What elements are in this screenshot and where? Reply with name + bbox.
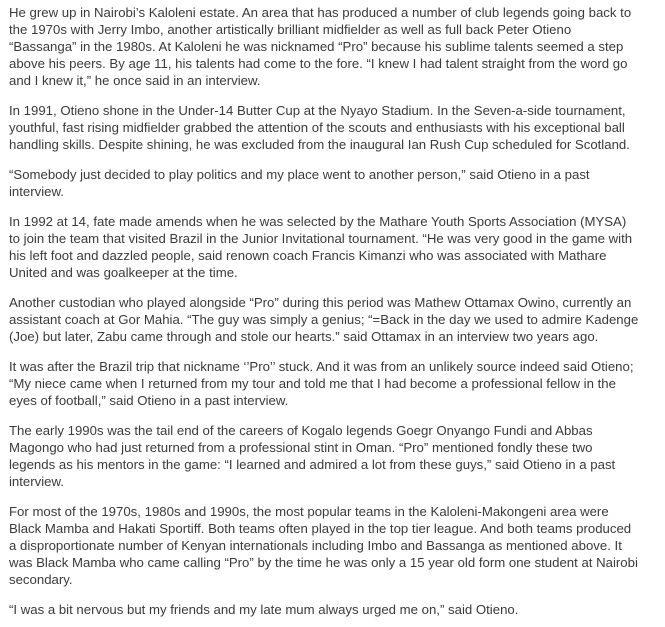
paragraph-kogalo-legends: The early 1990s was the tail end of the careers of Kogalo legends Goegr Onyango Fundi and Abbas Magongo who had just returned from a professional stint in Oman. “Pro” mentioned fondly these two legends as his mentors in the game: “I learned and admired a lot from these guys,” said Otieno in a past interview.: [9, 423, 616, 489]
article-body: [9, 4, 639, 618]
paragraph-butter-cup: In 1991, Otieno shone in the Under-14 Butter Cup at the Nyayo Stadium. In the Seven-a-side tournament, youthful, fast rising midfielder grabbed the attention of the scouts and enthusiasts with his exceptional ball handling skills. Despite shining, he was excluded from the inaugural Ian Rush Cup scheduled for Scotland.: [9, 103, 630, 152]
paragraph-ottamax: Another custodian who played alongside “Pro” during this period was Mathew Ottamax Owino, currently an assistant coach at Gor Mahia. “The guy was simply a genius; “=Back in the day we used to admire Kadenge (Joe) but later, Zabu came through and stole our hearts.” said Ottamax in an interview two years ago.: [9, 295, 639, 344]
paragraph-mysa-brazil: In 1992 at 14, fate made amends when he was selected by the Mathare Youth Sports Association (MYSA) to join the team that visited Brazil in the Junior Invitational tournament. “He was very good in the game with his left foot and dazzled people, said renown coach Francis Kimanzi who was associated with Mathare United and was goalkeeper at the time.: [9, 214, 633, 280]
paragraph-nickname-pro: It was after the Brazil trip that nickname ‘’Pro’’ stuck. And it was from an unlikely source indeed said Otieno; “My niece came when I returned from my tour and told me that I had become a professional fellow in the eyes of football,” said Otieno in a past interview.: [9, 359, 634, 408]
paragraph-politics-quote: “Somebody just decided to play politics and my place went to another person,” said Otieno in a past interview.: [9, 167, 590, 199]
paragraph-closing-quote: “I was a bit nervous but my friends and my late mum always urged me on,” said Otieno.: [9, 602, 519, 617]
paragraph-black-mamba: For most of the 1970s, 1980s and 1990s, the most popular teams in the Kaloleni-Makongeni area were Black Mamba and Hakati Sportiff. Both teams often played in the top tier league. And both teams produced a disproportionate number of Kenyan internationals including Imbo and Bassanga as mentioned above. It was Black Mamba who came calling “Pro” by the time he was only a 15 year old form one student at Nairobi secondary.: [9, 504, 638, 587]
paragraph-early-life: He grew up in Nairobi’s Kaloleni estate. An area that has produced a number of club legends going back to the 1970s with Jerry Imbo, another artistically brilliant midfielder as well as full back Peter Otieno “Bassanga” in the 1980s. At Kaloleni he was nicknamed “Pro” because his sublime talents seemed a step above his peers. By age 11, his talents had come to the fore. “I knew I had talent straight from the word go and I knew it,” he once said in an interview.: [9, 5, 632, 88]
